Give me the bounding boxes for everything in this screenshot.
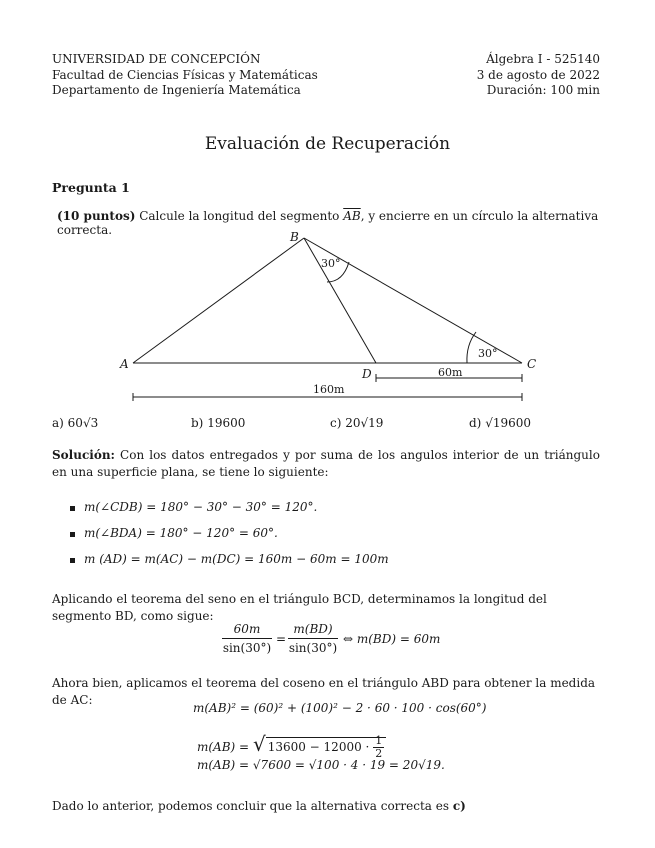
conclusion: Dado lo anterior, podemos concluir que la alternativa correcta es c): [52, 799, 466, 813]
solution-intro: Solución: Con los datos entregados y por suma de los angulos interior de un triángulo en una superficie plana, se tiene lo siguiente:: [52, 448, 600, 479]
faculty-name: Facultad de Ciencias Físicas y Matemáticas: [52, 67, 318, 82]
question-text-before: Calcule la longitud del segmento: [139, 209, 340, 223]
vertex-a-label: A: [120, 357, 129, 371]
exam-duration: Duración: 100 min: [486, 83, 600, 97]
question-text-after: , y encierre en un círculo la alternativa correcta.: [57, 209, 599, 237]
cosine-equation-2: m(AB) = √ 13600 − 12000 · $\frac{1}{2}$: [197, 732, 386, 760]
bullet-item: m (AD) = m(AC) − m(DC) = 160m − 60m = 100m: [70, 552, 389, 566]
university-name: UNIVERSIDAD DE CONCEPCIÓN: [52, 52, 261, 66]
cosine-equation-3: m(AB) = √7600 = √100 · 4 · 19 = 20√19.: [197, 758, 445, 772]
angle-b-label: 30°: [321, 257, 341, 270]
dc-length-label: 60m: [438, 366, 463, 379]
question-label: Pregunta 1: [52, 180, 130, 195]
ac-length-label: 160m: [313, 383, 345, 396]
vertex-b-label: B: [290, 230, 299, 244]
vertex-c-label: C: [527, 357, 537, 371]
sine-equation: 60m sin(30°) = m(BD) sin(30°) ⇔ m(BD) = 60m: [222, 622, 441, 655]
angle-c-arc: [467, 332, 476, 363]
exam-date: 3 de agosto de 2022: [476, 67, 600, 82]
department-name: Departamento de Ingeniería Matemática: [52, 83, 301, 97]
solution-label: Solución:: [52, 448, 115, 462]
correct-answer: c): [452, 799, 466, 813]
vertex-d-label: D: [362, 367, 372, 381]
question-points: (10 puntos): [57, 209, 136, 223]
cosine-equation-1: m(AB)² = (60)² + (100)² − 2 · 60 · 100 · cos(60°): [193, 701, 487, 715]
option-b: b) 19600: [191, 416, 246, 430]
bullet-item: m(∠CDB) = 180° − 30° − 30° = 120°.: [70, 500, 317, 514]
segment-ab: $\overline{AB}$: [343, 209, 361, 223]
sine-paragraph: Aplicando el teorema del seno en el triángulo BCD, determinamos la longitud del segmento BD, como sigue:: [52, 592, 547, 623]
cosine-paragraph: Ahora bien, aplicamos el teorema del coseno en el triángulo ABD para obtener la medida de AC:: [52, 676, 596, 707]
side-ab: [133, 238, 304, 363]
angle-c-label: 30°: [478, 347, 498, 360]
course-name: Álgebra I - 525140: [486, 52, 600, 66]
option-d: d) √19600: [469, 416, 532, 430]
option-c: c) 20√19: [330, 416, 384, 430]
bullet-item: m(∠BDA) = 180° − 120° = 60°.: [70, 526, 278, 540]
page-title: Evaluación de Recuperación: [204, 134, 451, 154]
option-a: a) 60√3: [52, 416, 99, 430]
